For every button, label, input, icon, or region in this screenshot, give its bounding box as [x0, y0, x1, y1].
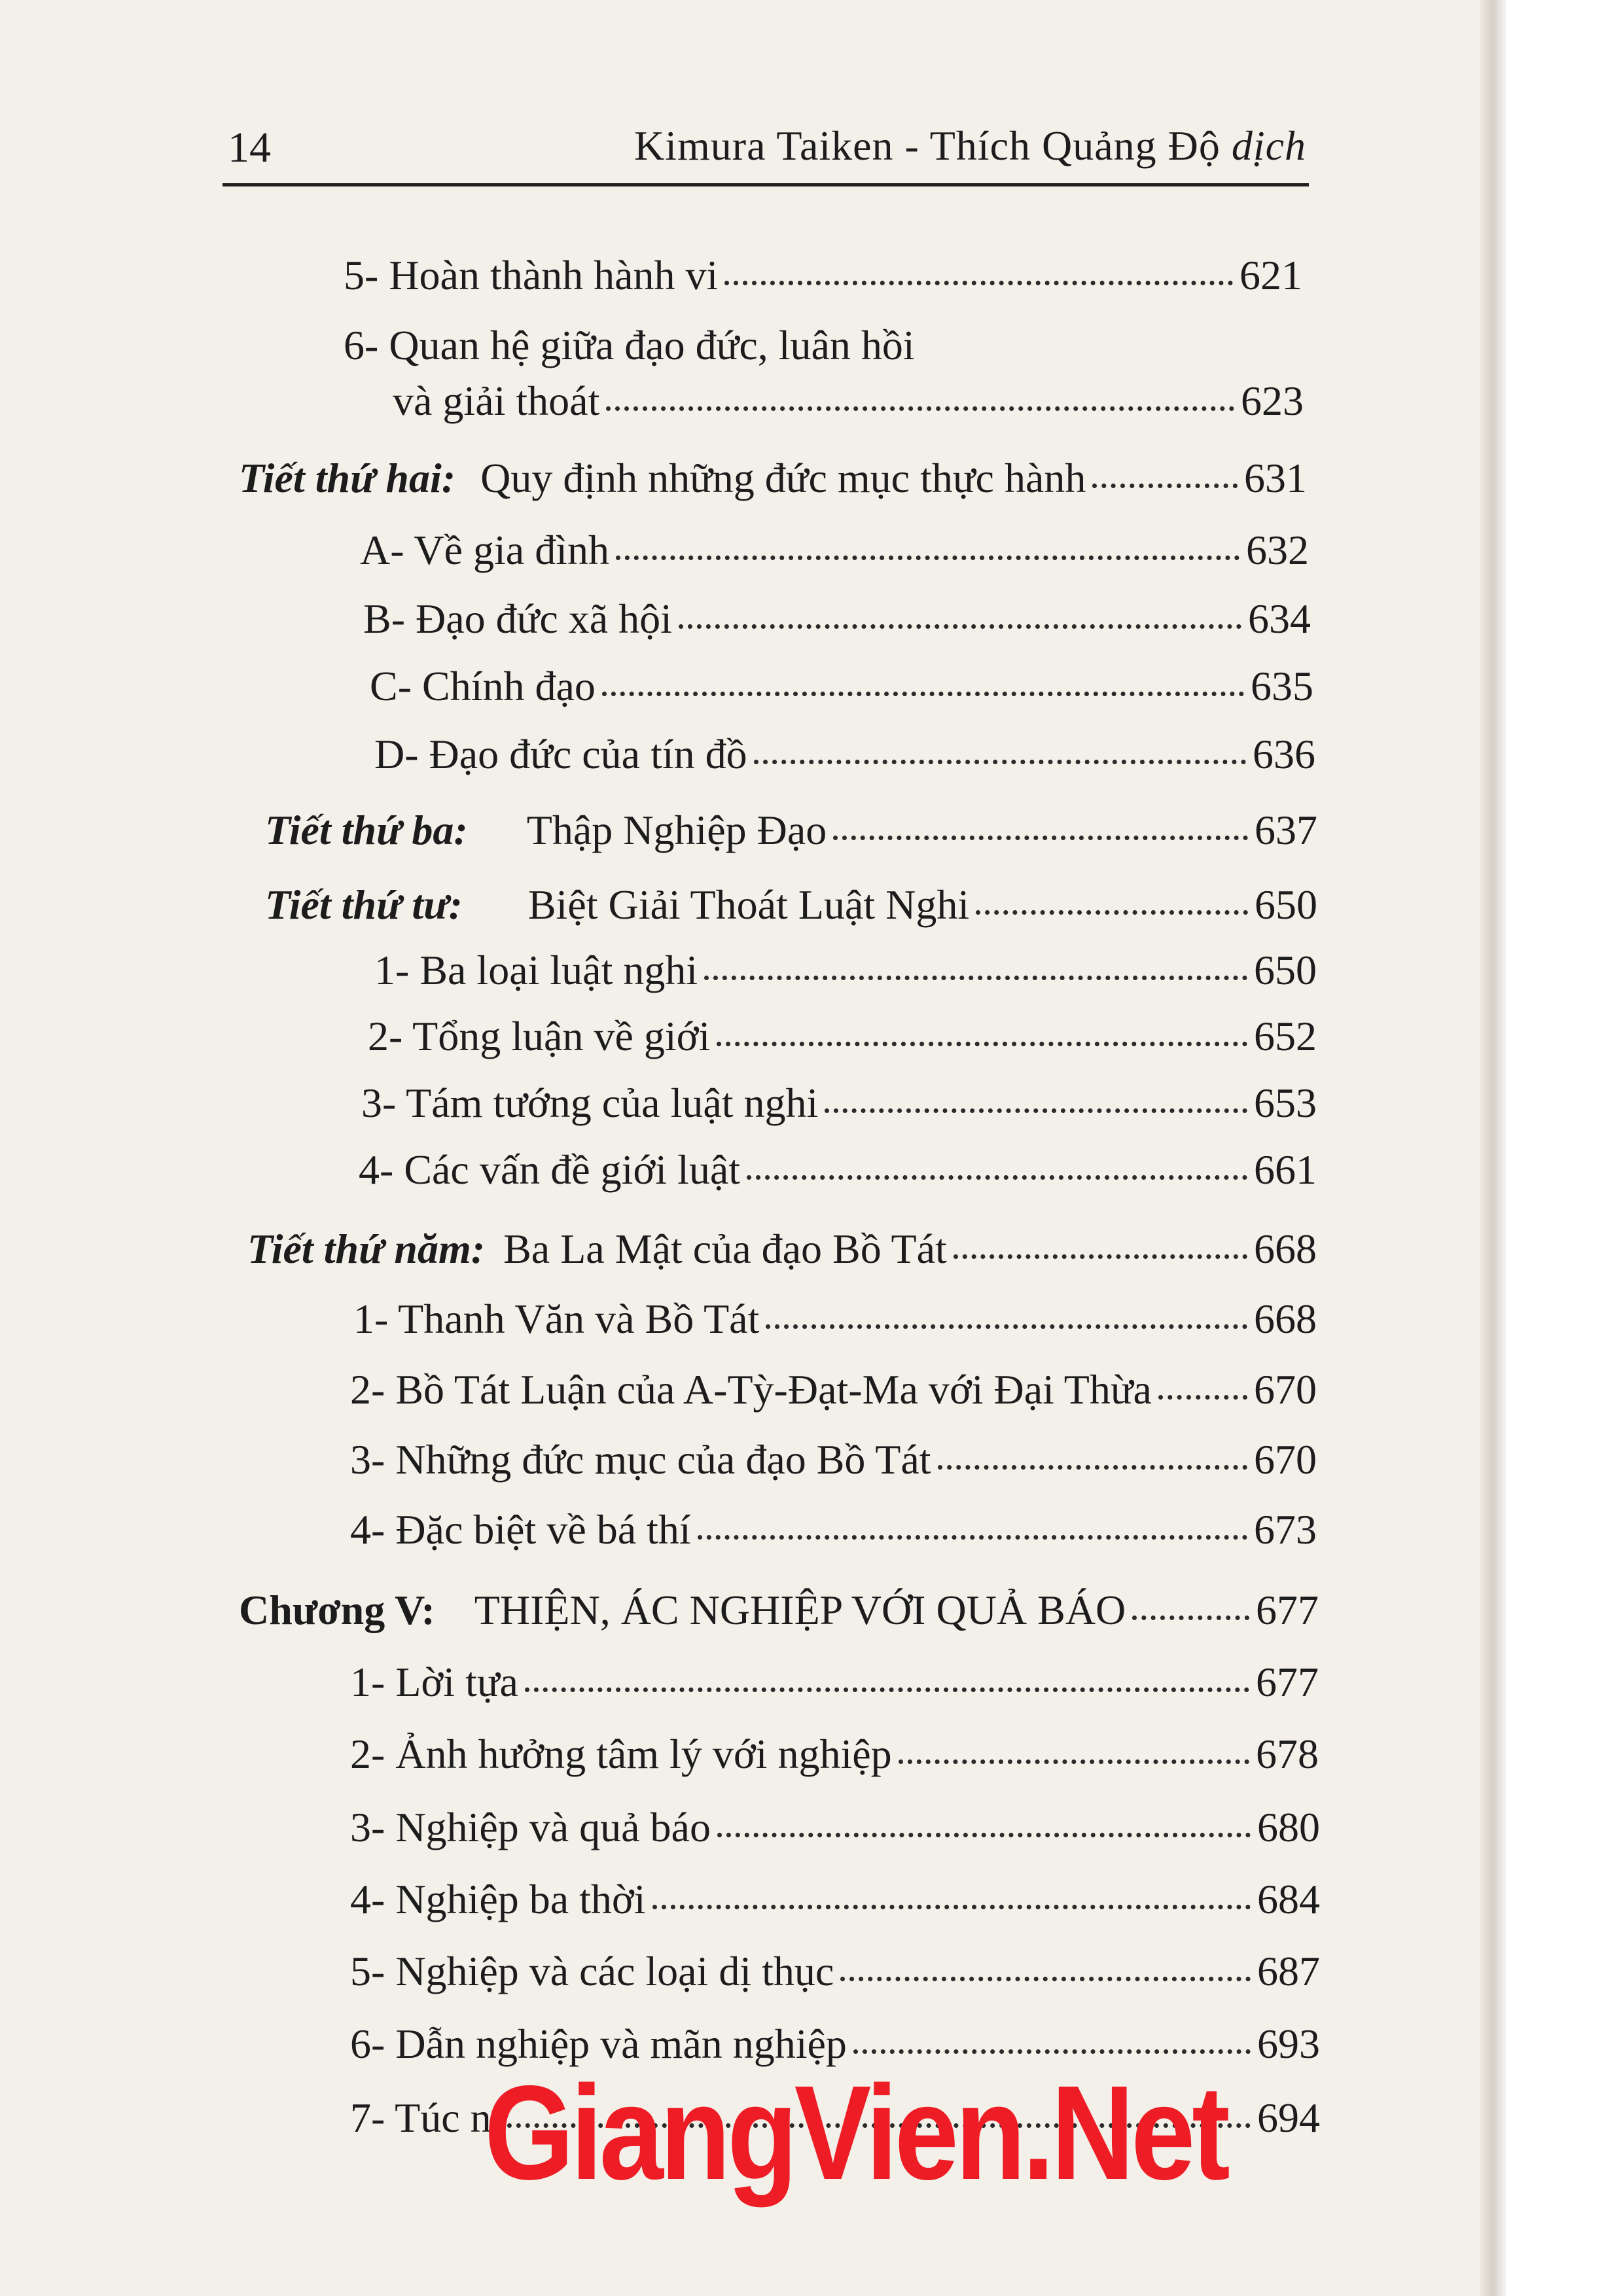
toc-chapter-prefix: Chương V:	[239, 1587, 435, 1633]
toc-entry	[350, 1503, 1317, 1557]
toc-entry-label: A- Về gia đình	[360, 527, 609, 573]
toc-section-title: Biệt Giải Thoát Luật Nghi	[527, 881, 970, 928]
toc-entry-page: 680	[1257, 1804, 1320, 1850]
leader-dots	[754, 752, 1246, 764]
leader-dots	[938, 1457, 1247, 1470]
toc-section-prefix: Tiết thứ hai:	[239, 455, 456, 501]
toc-entry-label: B- Đạo đức xã hội	[363, 595, 672, 642]
toc-entry-page: 684	[1257, 1876, 1320, 1922]
leader-dots	[704, 968, 1247, 980]
toc-entry	[393, 374, 1304, 428]
leader-dots	[833, 828, 1248, 840]
toc-entry-label: và giải thoát	[393, 378, 600, 424]
leader-dots	[606, 398, 1234, 411]
toc-entry-label: 2- Bồ Tát Luận của A-Tỳ-Đạt-Ma với Đại Thừa	[350, 1366, 1152, 1413]
toc-entry-label: 7- Túc n	[350, 2094, 491, 2141]
toc-entry-page: 652	[1254, 1013, 1317, 1059]
toc-chapter-label	[239, 1583, 1126, 1637]
toc-entry-label: 3- Những đức mục của đạo Bồ Tát	[350, 1436, 931, 1483]
toc-entry	[368, 1010, 1317, 1063]
toc-entry-label: 2- Tổng luận về giới	[368, 1013, 711, 1059]
toc-entry-page: 650	[1254, 947, 1317, 993]
toc-entry-page: 694	[1257, 2094, 1320, 2141]
toc-section-title: Thập Nghiệp Đạo	[526, 807, 827, 853]
toc-entry	[359, 1143, 1317, 1197]
running-head-italic: dịch	[1231, 122, 1306, 169]
toc-entry-label: 4- Đặc biệt về bá thí	[350, 1506, 691, 1553]
leader-dots	[652, 1897, 1251, 1909]
toc-entry-page: 670	[1254, 1366, 1317, 1413]
toc-entry-page: 621	[1240, 252, 1302, 298]
leader-dots	[954, 1246, 1247, 1259]
leader-dots	[717, 1825, 1251, 1837]
toc-entry-label: C- Chính đạo	[370, 663, 596, 709]
leader-dots	[1132, 1608, 1249, 1620]
toc-entry	[353, 1292, 1317, 1346]
toc-entry-page: 678	[1256, 1731, 1319, 1777]
leader-dots	[525, 1680, 1249, 1692]
toc-section-label	[247, 1222, 947, 1276]
toc-section-prefix: Tiết thứ năm:	[247, 1226, 486, 1272]
toc-entry-label: D- Đạo đức của tín đồ	[374, 731, 747, 777]
toc-entry-page: 687	[1257, 1948, 1320, 1994]
toc-chapter-title: THIỆN, ÁC NGHIỆP VỚI QUẢ BÁO	[474, 1587, 1126, 1633]
toc-entry	[350, 1433, 1317, 1487]
toc-entry-label: 1- Lời tựa	[350, 1659, 518, 1705]
toc-entry	[361, 1076, 1317, 1130]
toc-entry-page: 677	[1256, 1587, 1319, 1633]
toc-section-label	[265, 878, 969, 932]
running-head-title: Kimura Taiken - Thích Quảng Độ	[633, 122, 1221, 169]
leader-dots	[1158, 1387, 1247, 1400]
toc-entry-label: 2- Ảnh hưởng tâm lý với nghiệp	[350, 1731, 892, 1777]
leader-dots	[840, 1969, 1251, 1981]
toc-entry	[344, 249, 1302, 302]
toc-entry-label: 5- Hoàn thành hành vi	[344, 252, 719, 298]
leader-dots	[825, 1101, 1247, 1113]
toc-entry	[374, 728, 1315, 781]
toc-entry-page: 632	[1246, 527, 1309, 573]
toc-entry-page: 650	[1255, 881, 1317, 928]
toc-entry-page: 631	[1244, 455, 1307, 501]
toc-section-title: Quy định những đức mục thực hành	[480, 455, 1086, 501]
toc-entry-page: 636	[1253, 731, 1315, 777]
toc-entry-label: 4- Các vấn đề giới luật	[359, 1146, 740, 1193]
toc-entry-page: 623	[1241, 378, 1304, 424]
toc-section-label	[239, 451, 1086, 505]
toc-section-label	[265, 804, 827, 857]
leader-dots	[899, 1752, 1249, 1764]
toc-entry-page: 673	[1254, 1506, 1317, 1553]
leader-dots	[616, 548, 1240, 560]
toc-entry-label: 3- Nghiệp và quả báo	[350, 1804, 711, 1850]
toc-entry-label: 5- Nghiệp và các loại dị thục	[350, 1948, 834, 1994]
toc-entry-page: 634	[1248, 595, 1311, 642]
toc-entry-page: 635	[1251, 663, 1313, 709]
toc-section	[265, 878, 1317, 932]
toc-entry	[363, 592, 1311, 646]
toc-section-prefix: Tiết thứ ba:	[265, 807, 468, 853]
toc-entry-label: 1- Thanh Văn và Bồ Tát	[353, 1296, 760, 1342]
toc-entry-page: 668	[1254, 1296, 1317, 1342]
toc-section-prefix: Tiết thứ tư:	[265, 881, 463, 928]
leader-dots	[747, 1167, 1247, 1180]
leader-dots	[717, 1034, 1247, 1046]
toc-section	[265, 804, 1317, 857]
leader-dots	[766, 1316, 1247, 1329]
toc-section	[247, 1222, 1317, 1276]
toc-entry	[360, 523, 1309, 577]
toc-entry	[350, 1727, 1319, 1781]
toc-section-title: Ba La Mật của đạo Bồ Tát	[503, 1226, 947, 1272]
toc-entry-label: 3- Tám tướng của luật nghi	[361, 1080, 819, 1126]
toc-entry-page: 677	[1256, 1659, 1319, 1705]
toc-entry-label: 6- Quan hệ giữa đạo đức, luân hồi	[344, 322, 915, 368]
toc-entry-label: 4- Nghiệp ba thời	[350, 1876, 646, 1922]
toc-entry-label: 1- Ba loại luật nghi	[374, 947, 698, 993]
toc-chapter	[239, 1583, 1319, 1637]
toc-entry-label: 6- Dẫn nghiệp và mãn nghiệp	[350, 2021, 847, 2067]
toc-entry	[374, 944, 1317, 997]
page-number: 14	[228, 124, 271, 171]
toc-entry	[350, 1363, 1317, 1417]
toc-entry	[350, 1873, 1320, 1926]
toc-entry-page: 637	[1255, 807, 1317, 853]
toc-entry-page: 661	[1254, 1146, 1317, 1193]
leader-dots	[602, 684, 1244, 696]
leader-dots	[679, 616, 1241, 629]
toc-entry-page: 670	[1254, 1436, 1317, 1483]
toc-entry	[350, 1655, 1319, 1709]
toc-entry-page: 653	[1254, 1080, 1317, 1126]
leader-dots	[698, 1527, 1247, 1540]
watermark-logo: GiangVien.Net	[484, 2058, 1227, 2208]
leader-dots	[1092, 476, 1238, 488]
leader-dots	[976, 902, 1248, 915]
leader-dots	[853, 2041, 1251, 2054]
toc-section	[239, 451, 1307, 505]
leader-dots	[724, 273, 1233, 285]
toc-entry-page: 668	[1254, 1226, 1317, 1272]
toc-entry	[350, 1801, 1320, 1854]
toc-entry	[350, 1945, 1320, 1998]
toc-entry	[370, 660, 1313, 713]
toc-entry-page: 693	[1257, 2021, 1320, 2067]
